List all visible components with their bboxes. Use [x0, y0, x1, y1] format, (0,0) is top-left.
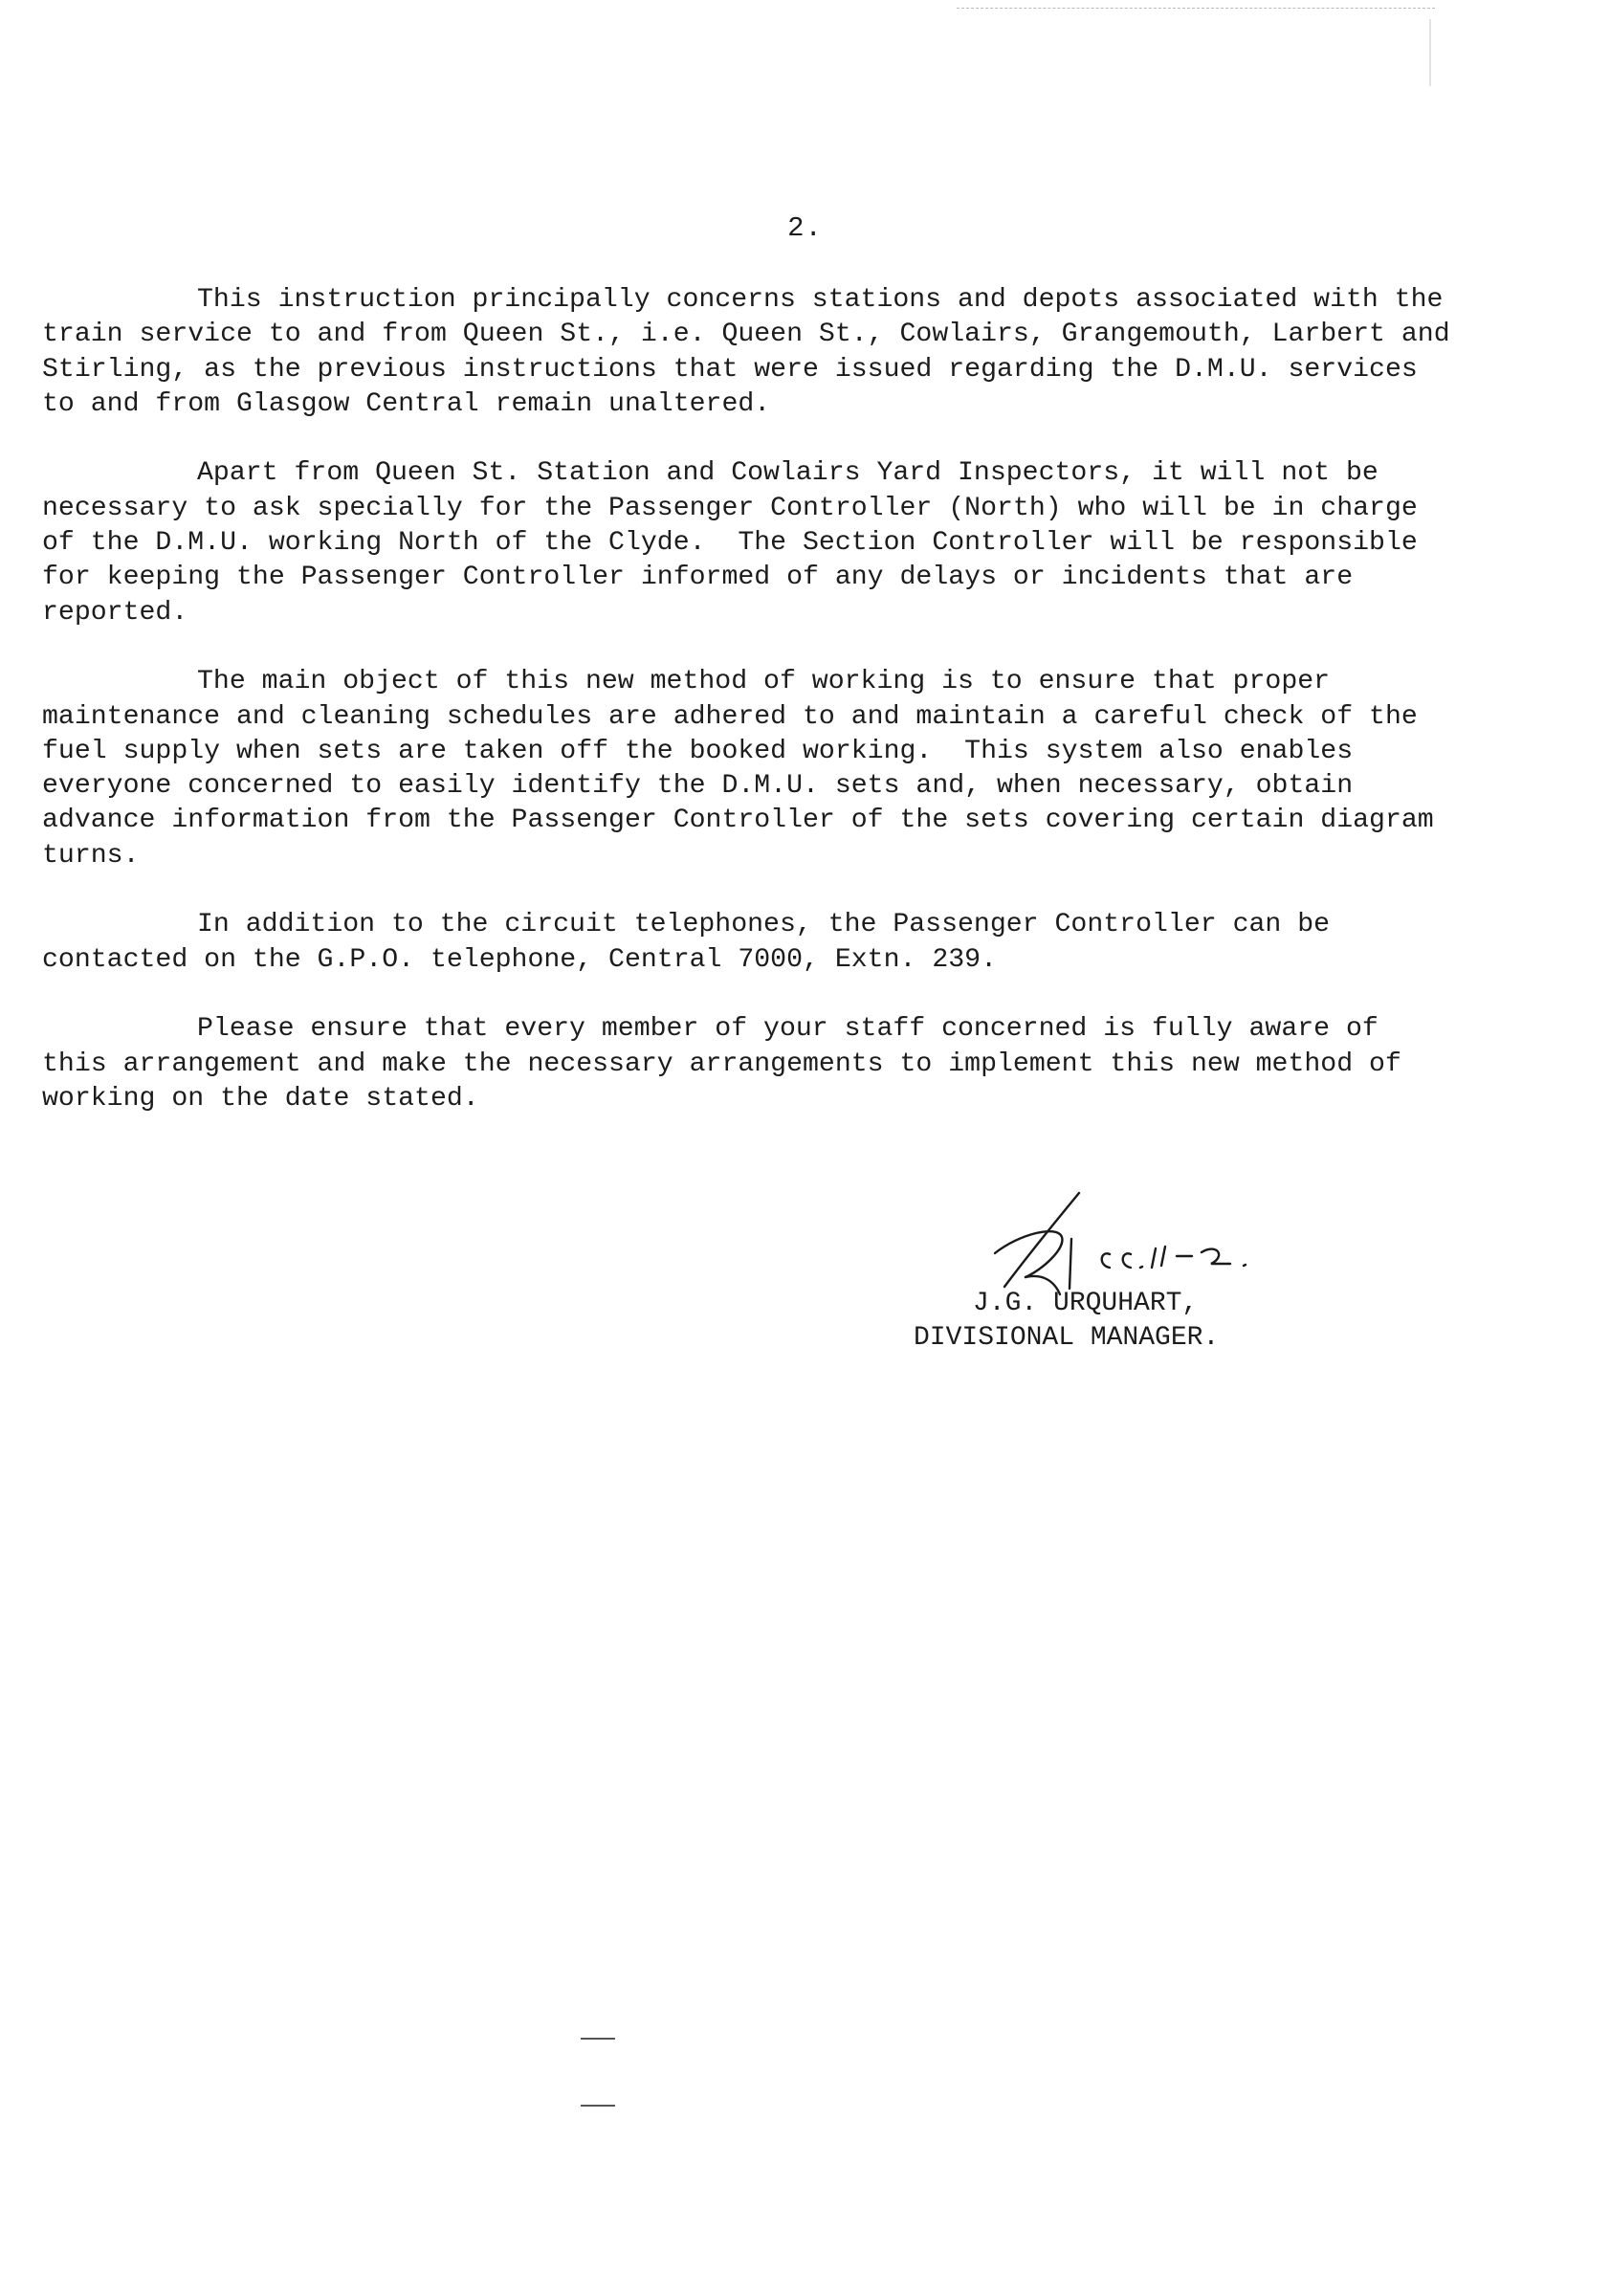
paragraph-5: [42, 1012, 1534, 1116]
paragraph-line: The main object of this new method of working is to ensure that proper: [197, 667, 1331, 697]
paragraph-3: [42, 665, 1534, 873]
scan-edge-mark: [1429, 19, 1431, 86]
paragraph-line: This instruction principally concerns stations and depots associated with the: [197, 285, 1444, 315]
paragraph-line: everyone concerned to easily identify the D.M.U. sets and, when necessary, obtain: [42, 771, 1354, 802]
paragraph-line: for keeping the Passenger Controller informed of any delays or incidents that are: [42, 563, 1354, 593]
paragraph-line: Please ensure that every member of your staff concerned is fully aware of: [197, 1014, 1378, 1045]
paragraph-line: to and from Glasgow Central remain unaltered.: [42, 388, 771, 419]
paragraph-line: Stirling, as the previous instructions that were issued regarding the D.M.U. services: [42, 354, 1418, 385]
page-number: 2.: [787, 212, 823, 244]
paragraph-line: this arrangement and make the necessary arrangements to implement this new method of: [42, 1049, 1401, 1079]
signature-block: [914, 1287, 1315, 1356]
paragraph-line: necessary to ask specially for the Passenger Controller (North) who will be in charge: [42, 493, 1418, 523]
paragraph-2: [42, 456, 1534, 629]
paragraph-4: [42, 908, 1534, 978]
paragraph-1: [42, 283, 1534, 422]
scan-mark: [581, 2105, 615, 2107]
signatory-name: J.G. URQUHART,: [973, 1289, 1199, 1318]
scan-mark: [581, 2038, 615, 2040]
paragraph-line: of the D.M.U. working North of the Clyde. The Section Controller will be responsible: [42, 528, 1418, 559]
paragraph-line: maintenance and cleaning schedules are adhered to and maintain a careful check of the: [42, 701, 1418, 732]
paragraph-line: advance information from the Passenger Controller of the sets covering certain diagram: [42, 806, 1434, 836]
paragraph-line: In addition to the circuit telephones, the Passenger Controller can be: [197, 910, 1331, 940]
paragraph-line: Apart from Queen St. Station and Cowlairs Yard Inspectors, it will not be: [197, 458, 1378, 489]
paragraph-line: fuel supply when sets are taken off the booked working. This system also enables: [42, 736, 1354, 766]
letter-body: [42, 283, 1534, 1151]
paragraph-line: train service to and from Queen St., i.e. Queen St., Cowlairs, Grangemouth, Larbert and: [42, 320, 1450, 350]
paragraph-line: contacted on the G.P.O. telephone, Central 7000, Extn. 239.: [42, 944, 997, 975]
scan-top-rule: [957, 8, 1435, 11]
paragraph-line: turns.: [42, 840, 140, 871]
signatory-title: DIVISIONAL MANAGER.: [914, 1323, 1220, 1353]
paragraph-line: working on the date stated.: [42, 1083, 479, 1114]
paragraph-line: reported.: [42, 597, 188, 628]
